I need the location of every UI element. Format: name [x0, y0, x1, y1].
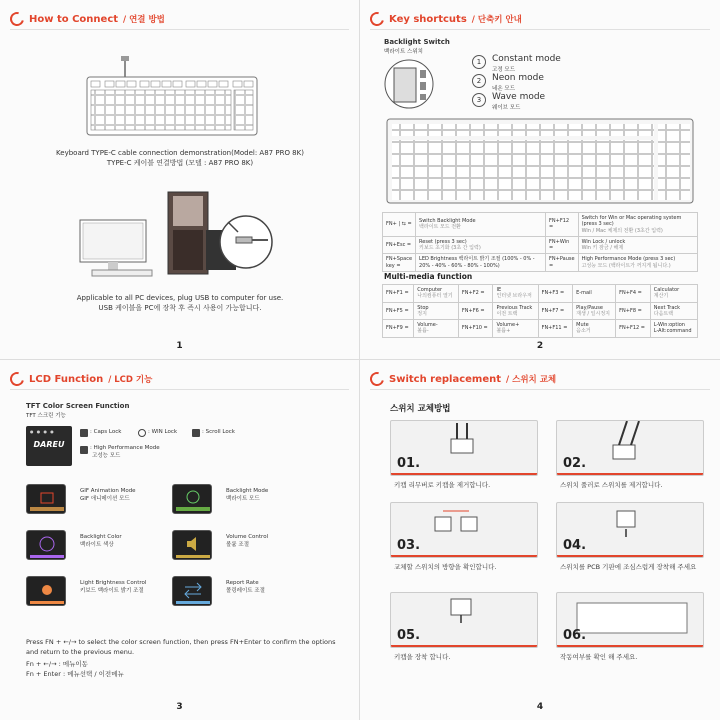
page2-title: Key shortcuts: [389, 13, 467, 25]
page4-header: [370, 370, 556, 388]
step-text: 교체할 스위치의 방향을 확인합니다.: [394, 563, 497, 571]
function-name-ko: GIF 애니메이션 모드: [80, 496, 130, 502]
mm-desc: [650, 285, 697, 303]
mode-name: Neon mode: [492, 73, 544, 83]
step-card: [556, 592, 704, 648]
mm-desc-en: Mute: [576, 322, 589, 328]
mode-name-ko: 네온 모드: [492, 86, 516, 92]
lcd-home-screen: [26, 426, 72, 466]
mm-desc-ko: 음소거: [576, 328, 591, 335]
shortcut-desc: [416, 213, 546, 237]
mode-name: Constant mode: [492, 54, 561, 64]
mm-desc-ko: 볼륨+: [496, 328, 511, 335]
step-card: [556, 502, 704, 558]
page3-title-ko: / LCD 기능: [108, 375, 153, 385]
instruction-en: Press FN + ←/→ to select the color screen function, then press FN+Enter to confirm the options and return to the previous menu.: [26, 638, 336, 656]
page-number: 3: [176, 702, 183, 712]
dareu-logo-icon: [7, 369, 26, 388]
page1-title-ko: / 연결 방법: [123, 15, 165, 25]
mm-desc: [650, 320, 697, 338]
step-number: 02.: [563, 456, 587, 471]
caps-lock-label: : Caps Lock: [90, 429, 122, 435]
step-underline: [391, 645, 537, 647]
mm-key: FN+F7 =: [538, 302, 573, 320]
step-text: 작동여부를 확인 해 주세요.: [560, 653, 638, 661]
section-title: 스위치 교체방법: [390, 404, 451, 414]
shortcut-desc: [578, 254, 697, 272]
page4-title: Switch replacement: [389, 373, 502, 385]
report-rate-icon: [173, 577, 213, 607]
mm-desc: [493, 302, 538, 320]
mm-desc-ko: 볼륨-: [417, 328, 429, 335]
lcd-report-rate-screen: [172, 576, 212, 606]
mm-desc: [573, 285, 616, 303]
mm-desc-en: Volume-: [417, 322, 438, 328]
shortcut-desc-ko: Win 키 잠금 / 해제: [581, 245, 624, 251]
function-name-ko: 키보드 백라이트 밝기 조절: [80, 588, 144, 594]
mm-desc-ko: 이전 트랙: [496, 310, 518, 317]
step-underline: [557, 473, 703, 475]
mm-key: FN+F3 =: [538, 285, 573, 303]
function-name-ko: 백라이트 모드: [226, 496, 260, 502]
mm-key: FN+F4 =: [616, 285, 651, 303]
page-how-to-connect: [0, 0, 360, 360]
shortcut-desc: [578, 213, 697, 237]
function-name: Light Brightness Control: [80, 580, 147, 586]
mm-desc: [493, 285, 538, 303]
backlight-title-ko: 백라이트 스위치: [384, 49, 423, 55]
page3-title: LCD Function: [29, 373, 104, 385]
shortcut-desc-en: Switch for Win or Mac operating system (press 3 sec): [581, 215, 682, 228]
divider: [10, 29, 349, 30]
mm-desc-ko: 다음트랙: [653, 310, 674, 317]
step-underline: [391, 473, 537, 475]
mm-desc-en: Previous Track: [496, 304, 533, 311]
mm-desc-en: L-Win:option: [653, 322, 685, 328]
table-row: [383, 236, 698, 254]
page-number: 2: [536, 341, 544, 351]
function-name-ko: 폴링레이트 조절: [226, 588, 265, 594]
mm-key: FN+F1 =: [383, 285, 414, 303]
mm-desc: [493, 320, 538, 338]
multimedia-table: [382, 284, 698, 338]
shortcut-key: FN+Pause =: [546, 254, 579, 272]
step-text: 키캡을 장착 합니다.: [394, 653, 451, 661]
scroll-lock-icon: [192, 429, 200, 437]
volume-icon: [173, 531, 213, 561]
backlight-color-icon: [27, 531, 67, 561]
step-card: [390, 502, 538, 558]
step-underline: [557, 645, 703, 647]
step-number: 04.: [563, 538, 587, 553]
mm-desc: [573, 320, 616, 338]
table-row: [383, 285, 698, 303]
mm-key: FN+F6 =: [458, 302, 493, 320]
backlight-switch-illustration: [384, 56, 434, 112]
win-lock-icon: [138, 429, 146, 437]
mode-name-ko: 고정 모드: [492, 67, 516, 73]
shortcut-desc: [416, 254, 546, 272]
step-text: 스위치를 PCB 기판에 조심스럽게 장착해 주세요: [560, 563, 697, 571]
step-number: 03.: [397, 538, 421, 553]
lcd-brightness-screen: [26, 576, 66, 606]
shortcut-desc-en: Switch Backlight Mode: [419, 218, 476, 225]
mm-desc-en: E-mail: [576, 290, 592, 297]
step-underline: [557, 555, 703, 557]
mm-key: FN+F12 =: [616, 320, 651, 338]
divider: [370, 29, 710, 30]
mm-desc-ko: 계산기: [653, 293, 669, 300]
mm-desc-ko: 나의컴퓨터 열기: [417, 293, 453, 300]
step-number: 05.: [397, 628, 421, 643]
divider: [370, 389, 710, 390]
mm-key: FN+F10 =: [458, 320, 493, 338]
step-card: [556, 420, 704, 476]
mm-desc: [650, 302, 697, 320]
mm-desc-en: Stop: [417, 304, 429, 311]
page1-title: How to Connect: [29, 13, 119, 25]
shortcut-key: FN+Esc =: [383, 236, 416, 254]
mm-desc-en: Next Track: [653, 304, 681, 311]
shortcut-desc-en: LED Brightness 백라이트 밝기 조절 (100% - 0% - 20% - 40% - 60% - 80% - 100%): [419, 256, 535, 269]
lcd-status-dots: ● ● ● ●: [30, 429, 55, 434]
scroll-lock-label: : Scroll Lock: [202, 429, 235, 435]
function-name: GIF Animation Mode: [80, 488, 136, 494]
shortcut-key: FN+F12 =: [546, 213, 579, 237]
shortcut-table: [382, 212, 698, 272]
table-row: [383, 302, 698, 320]
table-row: [383, 213, 698, 237]
gif-animation-icon: [27, 485, 67, 515]
table-row: [383, 320, 698, 338]
cable-caption-ko: TYPE-C 케이블 연결방법 (모델 : A87 PRO 8K): [106, 159, 254, 167]
page-lcd-function: [0, 360, 360, 720]
mode-name-ko: 웨이브 모드: [492, 105, 521, 111]
dareu-logo-icon: [7, 9, 26, 28]
table-row: [383, 254, 698, 272]
function-name-ko: 백라이트 색상: [80, 542, 114, 548]
mode-number: 1: [472, 55, 486, 69]
backlight-mode-icon: [173, 485, 213, 515]
page2-title-ko: / 단축키 안내: [471, 15, 522, 25]
shortcut-key: FN+ | ⇆ =: [383, 213, 416, 237]
step-text: 스위치 풀러로 스위치를 제거합니다.: [560, 481, 663, 489]
step-number: 06.: [563, 628, 587, 643]
dareu-logo-icon: [367, 369, 386, 388]
shortcut-key: FN+Space key =: [383, 254, 416, 272]
keyboard-illustration: [386, 118, 694, 204]
step-card: [390, 420, 538, 476]
page1-header: [10, 10, 165, 28]
pc-connection-illustration: [78, 182, 278, 282]
win-lock-label: : WIN Lock: [148, 429, 178, 435]
page-number: 4: [536, 702, 544, 712]
page-number: 1: [176, 341, 183, 351]
function-name-ko: 볼륨 조절: [226, 542, 250, 548]
mm-desc: [414, 320, 459, 338]
mm-key: FN+F9 =: [383, 320, 414, 338]
mm-desc: [573, 302, 616, 320]
pc-caption-en: Applicable to all PC devices, plug USB to computer for use.: [76, 294, 284, 302]
mm-desc-en: Play/Pause: [576, 304, 603, 311]
page-switch-replacement: [360, 360, 720, 720]
shortcut-desc-ko: 고성능 모드 (백라이트가 꺼지게 됩니다.): [581, 262, 671, 269]
mode-name: Wave mode: [492, 92, 546, 102]
cable-caption-en: Keyboard TYPE-C cable connection demonstration(Model: A87 PRO 8K): [56, 149, 304, 157]
mm-desc-en: Computer: [417, 287, 443, 293]
step-underline: [391, 555, 537, 557]
mm-desc-ko: 정지: [417, 310, 427, 317]
mm-key: FN+F8 =: [616, 302, 651, 320]
instruction-ko-1: Fn + ←/→ : 메뉴이동: [26, 660, 88, 668]
mm-desc-en: Volume+: [496, 322, 520, 328]
brightness-icon: [27, 577, 67, 607]
step-text: 키캡 리무버로 키캡을 제거합니다.: [394, 481, 491, 489]
shortcut-desc-en: Reset (press 3 sec): [419, 238, 467, 245]
pc-caption-ko: USB 케이블을 PC에 장착 후 즉시 사용이 가능합니다.: [98, 304, 262, 312]
shortcut-desc-ko: Win / Mac 체제의 전환 (3초간 입력): [581, 227, 663, 234]
mm-desc-en: IE: [496, 287, 502, 293]
hp-mode-label-ko: 고성능 모드: [92, 453, 121, 459]
caps-lock-icon: [80, 429, 88, 437]
page4-title-ko: / 스위치 교체: [506, 375, 557, 385]
mm-desc-ko: 인터넷 브라우저: [496, 293, 532, 300]
page2-header: [370, 10, 522, 28]
shortcut-desc-ko: 키보드 초기화 (3초 간 입력): [419, 245, 481, 251]
mode-number: 3: [472, 93, 486, 107]
shortcut-desc-ko: 백라이트 모드 전환: [419, 224, 461, 231]
mode-number: 2: [472, 74, 486, 88]
keyboard-cable-illustration: [85, 55, 265, 145]
mm-key: FN+F5 =: [383, 302, 414, 320]
shortcut-desc: [578, 236, 697, 254]
function-name: Backlight Color: [80, 534, 122, 540]
dareu-logo-icon: [367, 9, 386, 28]
page-key-shortcuts: [360, 0, 720, 360]
lcd-backlight-color-screen: [26, 530, 66, 560]
function-name: Backlight Mode: [226, 488, 269, 494]
shortcut-key: FN+Win =: [546, 236, 579, 254]
function-name: Report Rate: [226, 580, 259, 586]
multimedia-title: Multi-media function: [384, 272, 473, 281]
section-title: TFT Color Screen Function: [26, 402, 130, 410]
mm-key: FN+F2 =: [458, 285, 493, 303]
shortcut-desc-en: High Performance Mode (press 3 sec): [581, 256, 676, 263]
page3-header: [10, 370, 152, 388]
instruction-ko-2: Fn + Enter : 메뉴선택 / 이전메뉴: [26, 670, 124, 678]
lcd-volume-screen: [172, 530, 212, 560]
divider: [10, 389, 349, 390]
step-card: [390, 592, 538, 648]
hp-mode-label: : High Performance Mode: [90, 445, 160, 451]
function-name: Volume Control: [226, 534, 269, 540]
lcd-backlight-mode-screen: [172, 484, 212, 514]
mm-desc-ko: 재생 / 일시정지: [576, 310, 610, 317]
high-performance-icon: [80, 446, 88, 454]
mm-desc-en: Calculator: [653, 287, 680, 293]
mm-desc: [414, 302, 459, 320]
shortcut-desc-en: Win Lock / unlock: [581, 238, 626, 245]
section-title-ko: TFT 스크린 기능: [26, 413, 66, 419]
shortcut-desc: [416, 236, 546, 254]
mm-desc: [414, 285, 459, 303]
mm-key: FN+F11 =: [538, 320, 573, 338]
backlight-title: Backlight Switch: [384, 38, 450, 46]
lcd-gif-screen: [26, 484, 66, 514]
mm-desc-en-2: L-Alt:command: [653, 328, 692, 335]
lcd-brand: DAREU: [33, 440, 65, 449]
step-number: 01.: [397, 456, 421, 471]
